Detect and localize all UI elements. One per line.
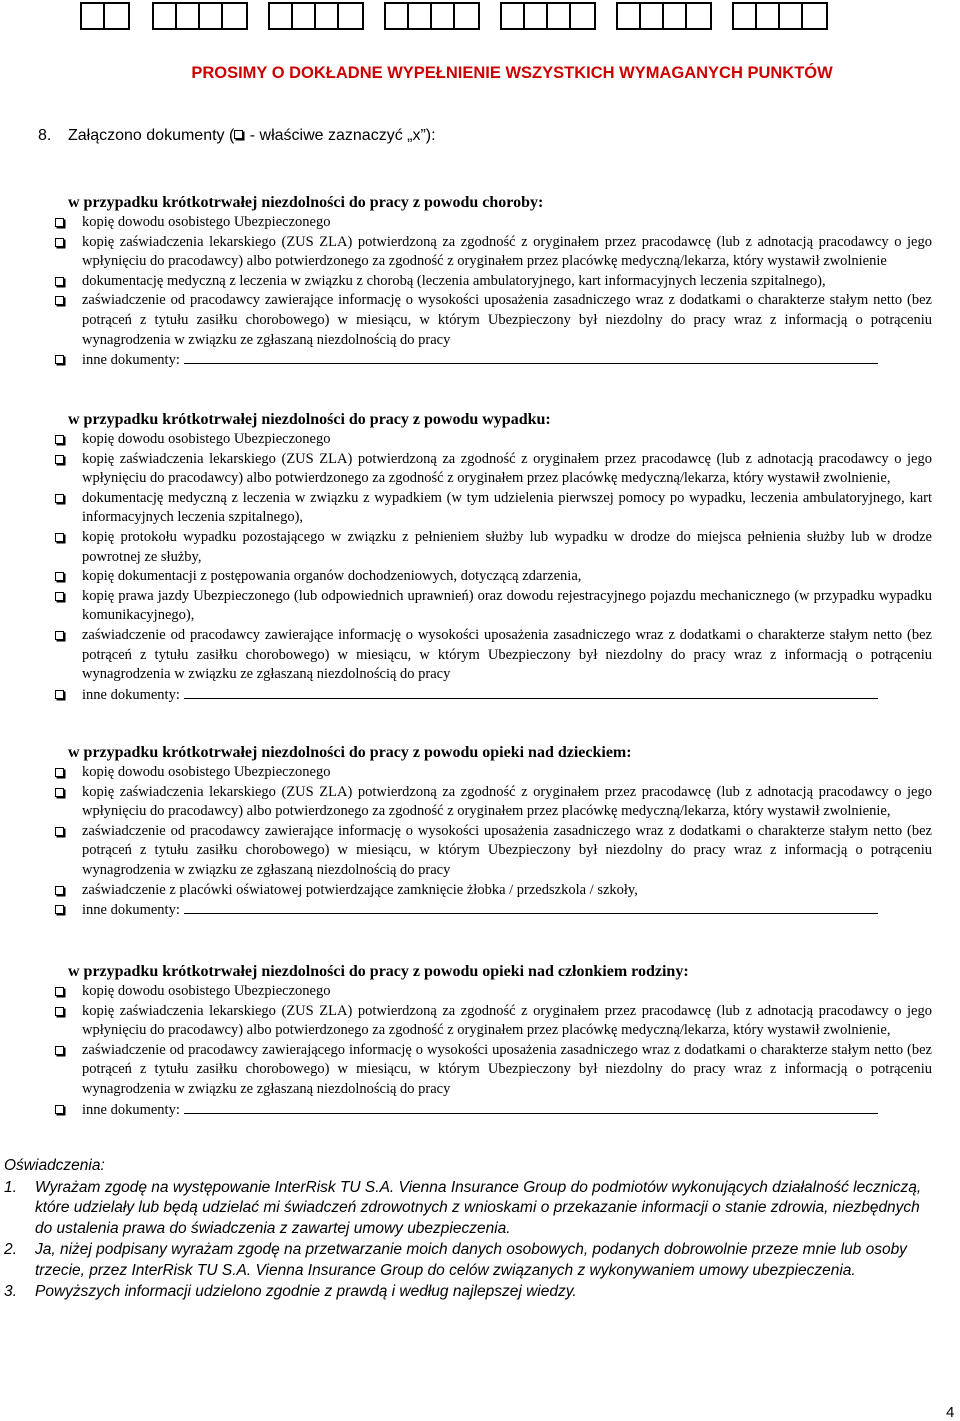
input-box-group[interactable] — [616, 2, 712, 30]
item-text: inne dokumenty: — [82, 686, 180, 703]
checklist-item — [54, 763, 932, 783]
section-title: w przypadku krótkotrwałej niezdolności do pracy z powodu wypadku: — [68, 411, 551, 428]
checkbox-icon[interactable] — [55, 987, 64, 996]
checklist-item — [54, 450, 932, 489]
item-text: zaświadczenie od pracodawcy zawierające informację o wysokości uposażenia zasadniczego wraz z dodatkami o charakterze stałym netto (bez potrąceń z tytułu zasiłku chorobowego) w miesiącu, w którym Ubezpieczony był niezdolny do pracy wraz z informacją o potrąceniu wynagrodzenia w związku ze zgłaszaną niezdolnością do pracy — [82, 292, 932, 348]
item-text: zaświadczenie od pracodawcy zawierające informację o wysokości uposażenia zasadniczego wraz z dodatkami o charakterze stałym netto (bez potrąceń z tytułu zasiłku chorobowego) w miesiącu, w którym Ubezpieczony był niezdolny do pracy wraz z informacją o potrąceniu wynagrodzenia w związku ze zgłaszaną niezdolnością do pracy — [82, 626, 932, 683]
input-box-group[interactable] — [500, 2, 596, 30]
declaration-number: 2. — [4, 1241, 17, 1258]
checklist-item-other — [54, 685, 932, 706]
checkbox-icon[interactable] — [55, 690, 64, 699]
item-text: inne dokumenty: — [82, 1101, 180, 1118]
item-text: kopię zaświadczenia lekarskiego (ZUS ZLA) potwierdzoną za zgodność z oryginałem przez pracodawcę (lub z adnotacją pracodawcy o jego wpłynięciu do pracodawcy) albo potwierdzonego za zgodność z oryginałem przez placówkę medyczną/lekarza, który wystawił zwolnienie, — [82, 450, 932, 487]
item-text: dokumentację medyczną z leczenia w związku z wypadkiem (w tym udzielenia pierwszej pomocy po wypadku, leczenia ambulatoryjnego, kart informacyjnych leczenia szpitalnego), — [82, 489, 932, 526]
checklist-item — [54, 1002, 932, 1041]
declarations-title: Oświadczenia: — [4, 1157, 105, 1174]
checkbox-icon[interactable] — [55, 631, 64, 640]
point-text-before: Załączono dokumenty ( — [68, 127, 235, 144]
item-text: inne dokumenty: — [82, 902, 180, 919]
item-text: kopię dowodu osobistego Ubezpieczonego — [82, 983, 331, 999]
item-text: kopię protokołu wypadku pozostającego w związku z pełnieniem służby lub wypadku w drodze do miejsca pełnienia służby lub w drodze powrotnej ze służby, — [82, 528, 932, 565]
section-family-care — [54, 962, 932, 1120]
item-text: kopię dowodu osobistego Ubezpieczonego — [82, 214, 331, 230]
checkbox-icon — [234, 130, 243, 139]
other-documents-field[interactable] — [184, 685, 878, 699]
page-number: 4 — [946, 1404, 955, 1421]
checkbox-icon[interactable] — [55, 296, 64, 305]
input-box-group[interactable] — [384, 2, 480, 30]
checklist-item — [54, 272, 932, 292]
declaration-text: Ja, niżej podpisany wyrażam zgodę na przetwarzanie moich danych osobowych, podanych dobrowolnie przeze mnie lub osoby trzecie, przez InterRisk TU S.A. Vienna Insurance Group do celów związanych z wykonywaniem umowy ubezpieczenia. — [35, 1241, 907, 1279]
section-title: w przypadku krótkotrwałej niezdolności do pracy z powodu opieki nad członkiem rodziny: — [68, 963, 689, 980]
checkbox-icon[interactable] — [55, 355, 64, 364]
checklist-item — [54, 430, 932, 450]
checklist-item — [54, 528, 932, 567]
page-heading: PROSIMY O DOKŁADNE WYPEŁNIENIE WSZYSTKICH WYMAGANYCH PUNKTÓW — [191, 64, 833, 82]
checklist-item-other — [54, 900, 932, 921]
other-documents-field[interactable] — [184, 350, 878, 364]
input-box-group[interactable] — [268, 2, 364, 30]
declaration-item — [4, 1240, 936, 1281]
checkbox-icon[interactable] — [55, 1105, 64, 1114]
item-text: zaświadczenie od pracodawcy zawierające informację o wysokości uposażenia zasadniczego wraz z dodatkami o charakterze stałym netto (bez potrąceń z tytułu zasiłku chorobowego) w miesiącu, w którym Ubezpieczony był niezdolny do pracy wraz z informacją o potrąceniu wynagrodzenia w związku ze zgłaszaną niezdolnością do pracy — [82, 822, 932, 878]
section-title: w przypadku krótkotrwałej niezdolności do pracy z powodu choroby: — [68, 194, 544, 211]
declaration-number: 3. — [4, 1283, 17, 1300]
checkbox-icon[interactable] — [55, 533, 64, 542]
point-number: 8. — [38, 127, 52, 144]
item-text: dokumentację medyczną z leczenia w związku z chorobą (leczenia ambulatoryjnego, kart informacyjnych leczenia szpitalnego), — [82, 272, 826, 289]
other-documents-field[interactable] — [184, 900, 878, 914]
section-title: w przypadku krótkotrwałej niezdolności do pracy z powodu opieki nad dzieckiem: — [68, 744, 632, 761]
checklist-item — [54, 822, 932, 881]
other-documents-field[interactable] — [184, 1100, 878, 1114]
item-text: kopię dowodu osobistego Ubezpieczonego — [82, 764, 331, 780]
checklist-item — [54, 291, 932, 350]
declarations — [4, 1156, 936, 1304]
item-text: kopię prawa jazdy Ubezpieczonego (lub odpowiednich uprawnień) oraz dowodu rejestracyjnego pojazdu mechanicznego (w przypadku wypadku komunikacyjnego), — [82, 587, 932, 624]
input-box-group[interactable] — [80, 2, 130, 30]
checklist-item-other — [54, 1100, 932, 1121]
point-8-label — [38, 127, 436, 145]
item-text: zaświadczenie z placówki oświatowej potwierdzające zamknięcie żłobka / przedszkola / szkoły, — [82, 881, 638, 898]
item-text: kopię dokumentacji z postępowania organów dochodzeniowych, dotyczącą zdarzenia, — [82, 568, 582, 585]
checkbox-icon[interactable] — [55, 494, 64, 503]
declaration-number: 1. — [4, 1178, 17, 1196]
checklist-item — [54, 1041, 932, 1100]
item-text: kopię zaświadczenia lekarskiego (ZUS ZLA) potwierdzoną za zgodność z oryginałem przez pracodawcę (lub z adnotacją pracodawcy o jego wpłynięciu do pracodawcy) albo potwierdzonego za zgodność z oryginałem przez placówkę medyczną/lekarza, który wystawił zwolnienie, — [82, 783, 932, 820]
checkbox-icon[interactable] — [55, 435, 64, 444]
checklist-item — [54, 489, 932, 528]
checkbox-icon[interactable] — [55, 277, 64, 286]
checklist-item — [54, 881, 932, 901]
checkbox-icon[interactable] — [55, 1007, 64, 1016]
declaration-text: Wyrażam zgodę na występowanie InterRisk TU S.A. Vienna Insurance Group do podmiotów wykonujących działalność leczniczą, które udzielały lub będą udzielać mi świadczeń zdrowotnych z wnioskami o przekazanie informacji o stanie zdrowia, niezbędnych do ustalenia prawa do świadczenia z zawartej umowy ubezpieczenia. — [35, 1178, 922, 1237]
declaration-item — [4, 1178, 936, 1240]
checkbox-icon[interactable] — [55, 905, 64, 914]
checklist-item — [54, 982, 932, 1002]
checkbox-icon[interactable] — [55, 218, 64, 227]
checkbox-icon[interactable] — [55, 788, 64, 797]
checklist-item — [54, 587, 932, 626]
checklist-item — [54, 213, 932, 233]
checkbox-icon[interactable] — [55, 455, 64, 464]
item-text: inne dokumenty: — [82, 352, 180, 369]
checkbox-icon[interactable] — [55, 827, 64, 836]
item-text: kopię zaświadczenia lekarskiego (ZUS ZLA) potwierdzoną za zgodność z oryginałem przez pracodawcę (lub z adnotacją pracodawcy o jego wpłynięciu do pracodawcy) albo potwierdzonego za zgodność z oryginałem przez placówkę medyczną/lekarza, który wystawił zwolnienie — [82, 233, 932, 270]
checklist-item — [54, 783, 932, 822]
checkbox-icon[interactable] — [55, 572, 64, 581]
declaration-item — [4, 1282, 936, 1303]
section-accident — [54, 410, 932, 705]
item-text: kopię dowodu osobistego Ubezpieczonego — [82, 431, 331, 447]
checkbox-icon[interactable] — [55, 768, 64, 777]
checklist-item-other — [54, 350, 932, 371]
checklist-item — [54, 233, 932, 272]
item-text: kopię zaświadczenia lekarskiego (ZUS ZLA) potwierdzoną za zgodność z oryginałem przez pracodawcę (lub z adnotacją pracodawcy o jego wpłynięciu do pracodawcy) albo potwierdzonego za zgodność z oryginałem przez placówkę medyczną/lekarza, który wystawił zwolnienie, — [82, 1002, 932, 1039]
declaration-text: Powyższych informacji udzielono zgodnie z prawdą i według najlepszej wiedzy. — [35, 1283, 577, 1300]
item-text: zaświadczenie od pracodawcy zawierającego informację o wysokości uposażenia zasadniczego wraz z dodatkami o charakterze stałym netto (bez potrąceń z tytułu zasiłku chorobowego) w miesiącu, w którym Ubezpieczony był niezdolny do pracy wraz z informacją o potrąceniu wynagrodzenia w związku ze zgłaszaną niezdolnością do pracy — [82, 1041, 932, 1097]
checkbox-icon[interactable] — [55, 238, 64, 247]
checklist-item — [54, 626, 932, 685]
checkbox-icon[interactable] — [55, 592, 64, 601]
checklist-item — [54, 567, 932, 587]
point-text-after: - właściwe zaznaczyć „x”): — [245, 127, 436, 144]
checkbox-icon[interactable] — [55, 1046, 64, 1055]
input-box-group[interactable] — [152, 2, 248, 30]
checkbox-icon[interactable] — [55, 886, 64, 895]
input-box-group[interactable] — [732, 2, 828, 30]
section-child-care — [54, 743, 932, 921]
section-illness — [54, 193, 932, 371]
